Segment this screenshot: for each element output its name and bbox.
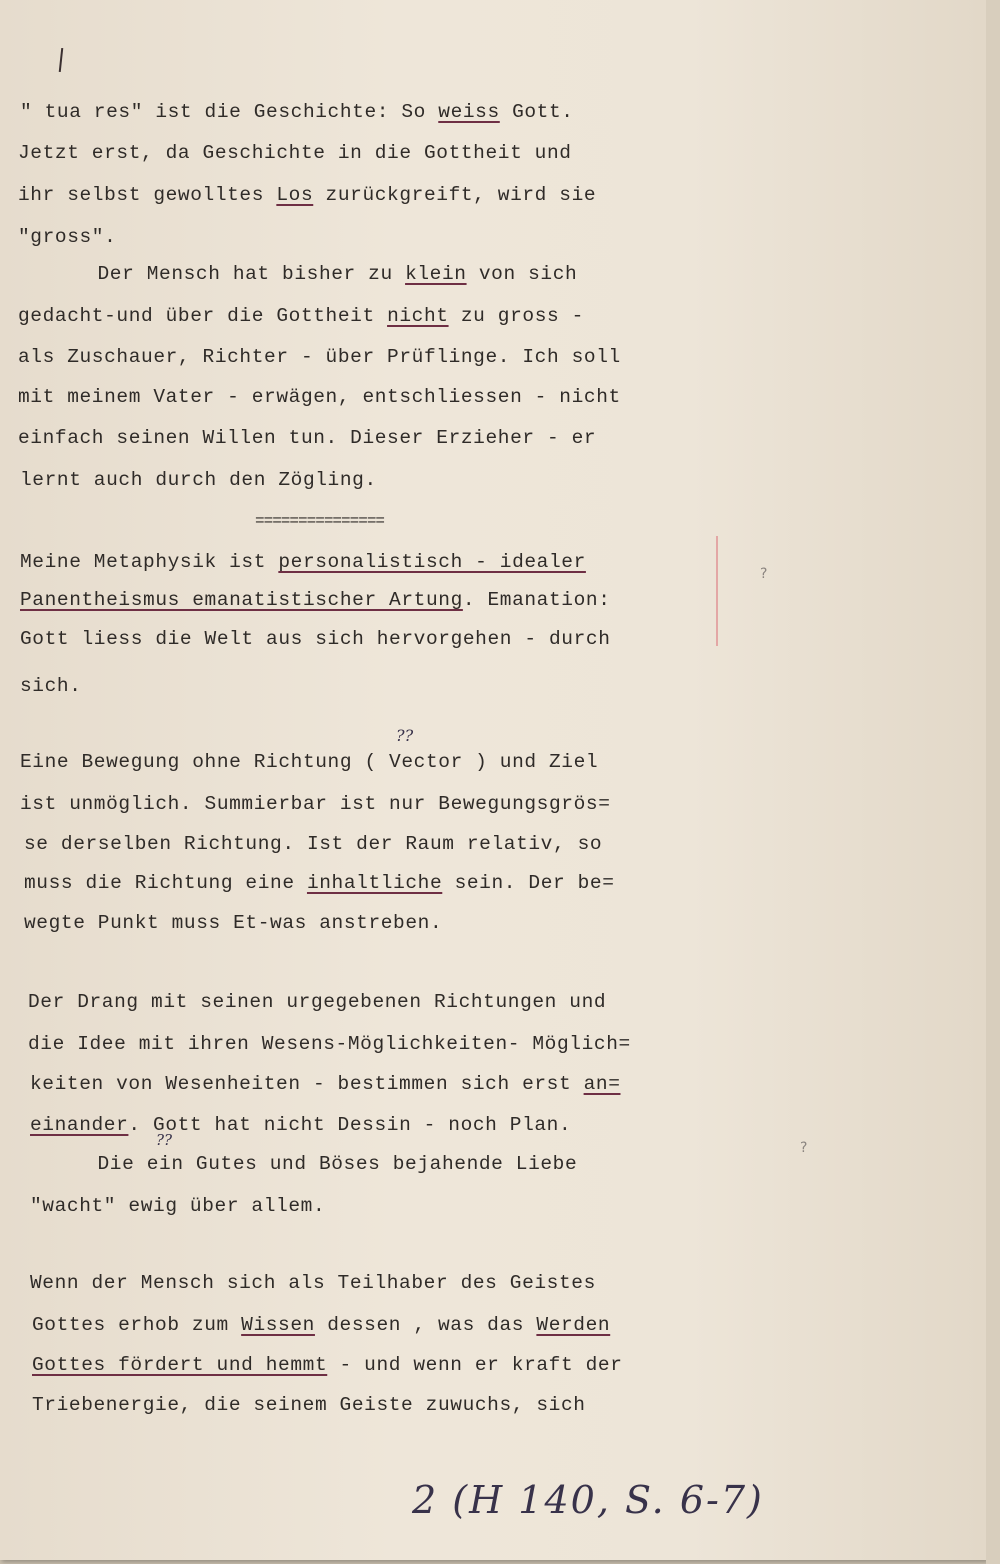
text-line-28: Gottes fördert und hemmt - und wenn er kraft der	[32, 1354, 623, 1376]
text-line-7: als Zuschauer, Richter - über Prüflinge. Ich soll	[18, 346, 621, 368]
text-line-18: muss die Richtung eine inhaltliche sein. Der be=	[24, 872, 615, 894]
text-line-21: die Idee mit ihren Wesens-Möglichkeiten- Möglich=	[28, 1033, 631, 1055]
text-line-29: Triebenergie, die seinem Geiste zuwuchs, sich	[32, 1394, 586, 1416]
text-line-5: Der Mensch hat bisher zu klein von sich	[36, 263, 578, 285]
separator-line: ===============	[255, 512, 385, 530]
text-line-9: einfach seinen Willen tun. Dieser Erzieher - er	[18, 427, 597, 449]
ink-tick-mark	[59, 48, 63, 72]
text-line-23: einander. Gott hat nicht Dessin - noch Plan.	[30, 1114, 572, 1136]
text-line-4: "gross".	[18, 226, 117, 248]
text-line-13: Gott liess die Welt aus sich hervorgehen - durch	[20, 628, 611, 650]
text-line-22: keiten von Wesenheiten - bestimmen sich erst an=	[30, 1073, 621, 1095]
text-line-24: Die ein Gutes und Böses bejahende Liebe	[36, 1153, 578, 1175]
text-line-17: se derselben Richtung. Ist der Raum relativ, so	[24, 833, 603, 855]
text-line-20: Der Drang mit seinen urgegebenen Richtungen und	[28, 991, 607, 1013]
ink-annotation-vector: ??	[396, 726, 414, 745]
text-line-8: mit meinem Vater - erwägen, entschliessen - nicht	[18, 386, 621, 408]
text-line-12: Panentheismus emanatistischer Artung. Emanation:	[20, 589, 611, 611]
text-line-14: sich.	[20, 675, 82, 697]
page-edge	[986, 0, 1000, 1564]
text-line-27: Gottes erhob zum Wissen dessen , was das Werden	[32, 1314, 611, 1336]
text-line-26: Wenn der Mensch sich als Teilhaber des Geistes	[30, 1272, 596, 1294]
text-line-16: ist unmöglich. Summierbar ist nur Bewegungsgrös=	[20, 793, 611, 815]
text-line-10: lernt auch durch den Zögling.	[20, 469, 377, 491]
red-margin-mark	[716, 536, 718, 646]
text-line-19: wegte Punkt muss Et-was anstreben.	[24, 912, 443, 934]
pencil-mark-top: ?	[760, 566, 768, 582]
text-line-25: "wacht" ewig über allem.	[30, 1195, 326, 1217]
text-line-2: Jetzt erst, da Geschichte in die Gottheit und	[18, 142, 572, 164]
text-line-15: Eine Bewegung ohne Richtung ( Vector ) und Ziel	[20, 751, 599, 773]
ink-annotation-gott: ??	[156, 1131, 173, 1149]
archive-reference-handwriting: 2 (H 140, S. 6-7)	[412, 1478, 764, 1522]
text-line-11: Meine Metaphysik ist personalistisch - idealer	[20, 551, 586, 573]
pencil-mark-mid: ?	[800, 1140, 808, 1156]
text-line-6: gedacht-und über die Gottheit nicht zu gross -	[18, 305, 584, 327]
text-line-1: " tua res" ist die Geschichte: So weiss Gott.	[20, 101, 574, 123]
text-line-3: ihr selbst gewolltes Los zurückgreift, wird sie	[18, 184, 597, 206]
